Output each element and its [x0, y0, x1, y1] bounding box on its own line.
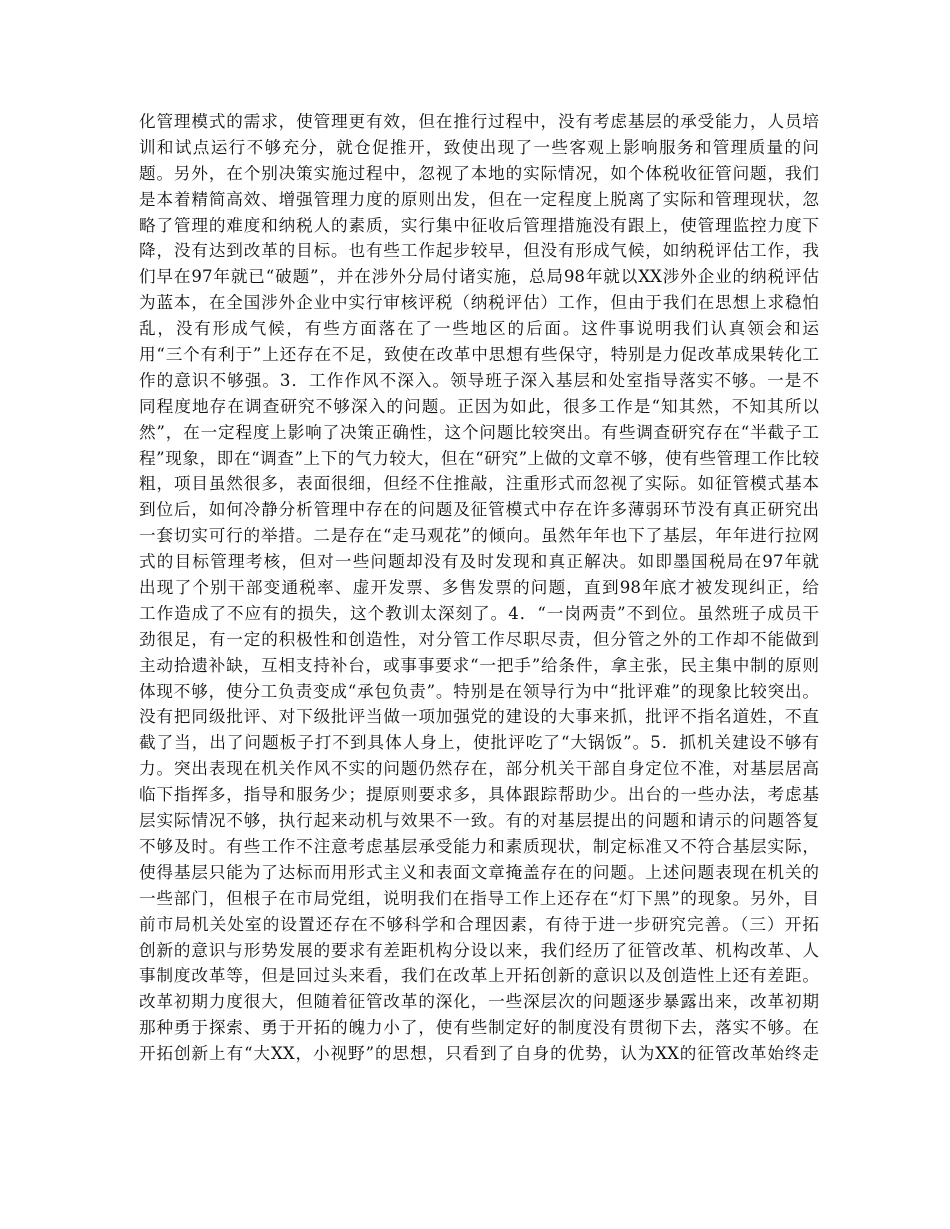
text-line: 使得基层只能为了达标而用形式主义和表面文章掩盖存在的问题。上述问题表现在机关的: [139, 862, 819, 882]
text-line: 训和试点运行不够充分，就仓促推开，致使出现了一些客观上影响服务和管理质量的问: [139, 137, 819, 157]
text-line: 化管理模式的需求，使管理更有效，但在推行过程中，没有考虑基层的承受能力，人员培: [139, 112, 819, 131]
text-line: 出现了个别干部变通税率、虚开发票、多售发票的问题，直到98年底才被发现纠正，给: [139, 578, 819, 598]
text-line: 层实际情况不够，执行起来动机与效果不一致。有的对基层提出的问题和请示的问题答复: [139, 811, 819, 831]
text-line: 劲很足，有一定的积极性和创造性，对分管工作尽职尽责，但分管之外的工作却不能做到: [139, 629, 819, 649]
text-line: 为蓝本，在全国涉外企业中实行审核评税（纳税评估）工作，但由于我们在思想上求稳怕: [139, 293, 819, 313]
text-line: 同程度地存在调查研究不够深入的问题。正因为如此，很多工作是“知其然，不知其所以: [139, 396, 819, 416]
text-line: 临下指挥多，指导和服务少；提原则要求多，具体跟踪帮助少。出台的一些办法，考虑基: [139, 785, 819, 805]
text-line: 用“三个有利于”上还存在不足，致使在改革中思想有些保守，特别是力促改革成果转化工: [139, 345, 819, 365]
text-line: 粗，项目虽然很多，表面很细，但经不住推敲，注重形式而忽视了实际。如征管模式基本: [139, 474, 819, 494]
text-line: 们早在97年就已“破题”，并在涉外分局付诸实施，总局98年就以XX涉外企业的纳税评估: [139, 267, 819, 287]
text-line: 题。另外，在个别决策实施过程中，忽视了本地的实际情况，如个体税收征管问题，我们: [139, 163, 819, 183]
text-line: 事制度改革等，但是回过头来看，我们在改革上开拓创新的意识以及创造性上还有差距。: [139, 966, 819, 986]
text-line: 一套切实可行的举措。二是存在“走马观花”的倾向。虽然年年也下了基层，年年进行拉网: [139, 526, 819, 546]
body-text: [139, 109, 819, 1067]
text-line: 略了管理的难度和纳税人的素质，实行集中征收后管理措施没有跟上，使管理监控力度下: [139, 215, 819, 235]
text-line: 不够及时。有些工作不注意考虑基层承受能力和素质现状，制定标准又不符合基层实际，: [139, 836, 819, 856]
text-line: 前市局机关处室的设置还存在不够科学和合理因素，有待于进一步研究完善。（三）开拓: [139, 914, 819, 934]
text-line: 截了当，出了问题板子打不到具体人身上，使批评吃了“大锅饭”。5．抓机关建设不够有: [139, 733, 819, 753]
text-line: 体现不够，使分工负责变成“承包负责”。特别是在领导行为中“批评难”的现象比较突出。: [139, 681, 819, 701]
text-line: 是本着精简高效、增强管理力度的原则出发，但在一定程度上脱离了实际和管理现状，忽: [139, 189, 819, 209]
text-line: 开拓创新上有“大XX，小视野”的思想，只看到了自身的优势，认为XX的征管改革始终走: [139, 1044, 819, 1064]
text-line: 程”现象，即在“调查”上下的气力较大，但在“研究”上做的文章不够，使有些管理工作比较: [139, 448, 819, 468]
text-line: 没有把同级批评、对下级批评当做一项加强党的建设的大事来抓，批评不指名道姓，不直: [139, 707, 819, 727]
text-line: 式的目标管理考核，但对一些问题却没有及时发现和真正解决。如即墨国税局在97年就: [139, 552, 819, 572]
text-line: 到位后，如何冷静分析管理中存在的问题及征管模式中存在许多薄弱环节没有真正研究出: [139, 500, 819, 520]
text-line: 工作造成了不应有的损失，这个教训太深刻了。4．“一岗两责”不到位。虽然班子成员干: [139, 603, 819, 623]
text-line: 改革初期力度很大，但随着征管改革的深化，一些深层次的问题逐步暴露出来，改革初期: [139, 992, 819, 1012]
text-line: 然”，在一定程度上影响了决策正确性，这个问题比较突出。有些调查研究存在“半截子工: [139, 422, 819, 442]
text-line: 主动拾遗补缺，互相支持补台，或事事要求“一把手”给条件，拿主张，民主集中制的原则: [139, 655, 819, 675]
text-line: 作的意识不够强。3．工作作风不深入。领导班子深入基层和处室指导落实不够。一是不: [139, 370, 819, 390]
text-line: 力。突出表现在机关作风不实的问题仍然存在，部分机关干部自身定位不准，对基层居高: [139, 759, 819, 779]
text-line: 那种勇于探索、勇于开拓的魄力小了，使有些制定好的制度没有贯彻下去，落实不够。在: [139, 1018, 819, 1038]
text-line: 一些部门，但根子在市局党组，说明我们在指导工作上还存在“灯下黑”的现象。另外，目: [139, 888, 819, 908]
text-line: 乱，没有形成气候，有些方面落在了一些地区的后面。这件事说明我们认真领会和运: [139, 319, 819, 339]
text-line: 创新的意识与形势发展的要求有差距机构分设以来，我们经历了征管改革、机构改革、人: [139, 940, 819, 960]
text-line: 降，没有达到改革的目标。也有些工作起步较早，但没有形成气候，如纳税评估工作，我: [139, 241, 819, 261]
